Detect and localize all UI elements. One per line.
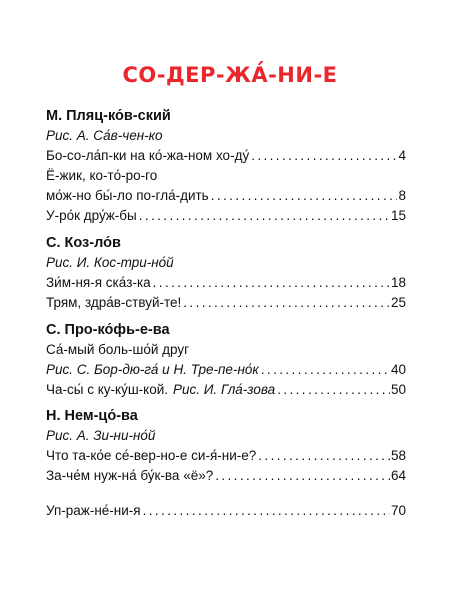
entry-title: За-че́м нуж-на́ бу́к-ва «ё»? <box>46 468 214 483</box>
dot-leader <box>261 360 390 380</box>
page-number: 58 <box>390 448 406 463</box>
entry-title: мо́ж-но бы́-ло по-гла́-дить <box>46 188 209 203</box>
dot-leader <box>139 206 390 226</box>
entry-title: Ча-сы́ с ку-ку́ш-кой. <box>46 382 169 397</box>
toc-entry[interactable] <box>46 380 406 400</box>
dot-leader <box>183 293 390 313</box>
page-number: 70 <box>390 503 406 518</box>
page-number: 50 <box>390 382 406 397</box>
dot-leader <box>277 380 390 400</box>
entry-title: Уп-раж-не́-ни-я <box>46 503 141 518</box>
toc-entry[interactable] <box>46 466 406 486</box>
author-name: С. Коз-ло́в <box>46 235 121 251</box>
section-kozlov <box>46 233 406 313</box>
entry-title: Бо-со-ла́п-ки на ко́-жа-ном хо-ду́ <box>46 148 250 163</box>
page-number: 40 <box>390 362 406 377</box>
section-nemtsova <box>46 406 406 486</box>
dot-leader <box>258 446 390 466</box>
toc-entry[interactable] <box>46 360 406 380</box>
toc-entry[interactable] <box>46 273 406 293</box>
entry-title: Зи́м-ня-я ска́з-ка <box>46 275 151 290</box>
illustrator-credit: Рис. И. Гла́-зова <box>173 382 276 397</box>
toc-entry[interactable] <box>46 293 406 313</box>
author-name: М. Пляц-ко́в-ский <box>46 108 171 124</box>
dot-leader <box>153 273 390 293</box>
illustrator-credit: Рис. С. Бор-дю-га́ и Н. Тре-пе-но́к <box>46 362 259 377</box>
page-number: 4 <box>398 148 406 163</box>
author-name: Н. Нем-цо́-ва <box>46 408 138 424</box>
toc-entry[interactable] <box>46 446 406 466</box>
page-number: 64 <box>390 468 406 483</box>
illustrator-credit: Рис. А. Са́в-чен-ко <box>46 128 163 143</box>
entry-title: Трям, здра́в-ствуй-те! <box>46 295 182 310</box>
dot-leader <box>211 186 398 206</box>
dot-leader <box>251 146 397 166</box>
section-exercises <box>46 501 406 521</box>
toc-entry[interactable] <box>46 206 406 226</box>
entry-title: Что та-ко́е се́-вер-но-е си-я́-ни-е? <box>46 448 257 463</box>
page-number: 15 <box>390 208 406 223</box>
entry-title-line1: Са́-мый боль-шо́й друг <box>46 342 190 357</box>
illustrator-credit: Рис. И. Кос-три-но́й <box>46 255 174 270</box>
section-plyatskovsky <box>46 106 406 226</box>
toc-entry[interactable] <box>46 501 406 521</box>
section-prokofyeva <box>46 320 406 400</box>
toc-entry[interactable] <box>46 146 406 166</box>
dot-leader <box>143 501 390 521</box>
page-title: СО-ДЕР-ЖА́-НИ-Е <box>122 63 338 87</box>
page-number: 8 <box>398 188 406 203</box>
page-number: 18 <box>390 275 406 290</box>
entry-title-line1: Ё-жик, ко-то́-ро-го <box>46 168 158 183</box>
entry-title: У-ро́к дру́ж-бы <box>46 208 137 223</box>
author-name: С. Про-ко́фь-е-ва <box>46 322 170 338</box>
illustrator-credit: Рис. А. Зи-ни-но́й <box>46 428 156 443</box>
page-number: 25 <box>390 295 406 310</box>
dot-leader <box>215 466 390 486</box>
toc-entry[interactable] <box>46 186 406 206</box>
